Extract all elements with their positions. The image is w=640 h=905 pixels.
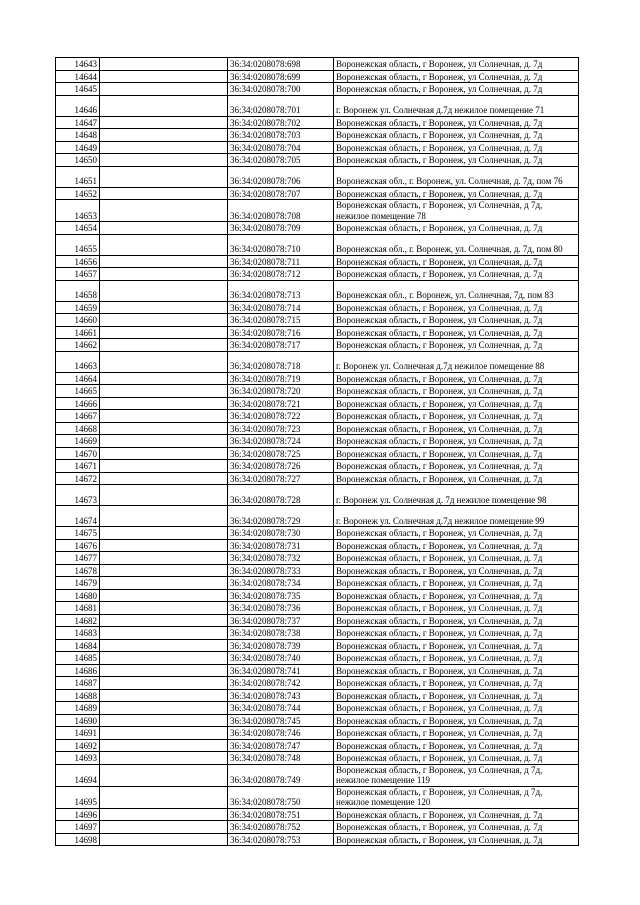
- cadastral-number: 36:34:0208078:746: [228, 727, 334, 740]
- address: Воронежская область, г Воронеж, ул Солнечная, д. 7д: [334, 639, 579, 652]
- address: Воронежская область, г Воронеж, ул Солнечная, д. 7д: [334, 222, 579, 235]
- table-row: [56, 714, 579, 727]
- row-number: 14690: [56, 714, 100, 727]
- table-row: [56, 187, 579, 200]
- row-number: 14662: [56, 339, 100, 352]
- blank-cell: [100, 187, 228, 200]
- row-number: 14657: [56, 268, 100, 281]
- address: Воронежская обл., г. Воронеж, ул. Солнечная, д. 7д, пом 76: [334, 166, 579, 187]
- table-row: [56, 472, 579, 485]
- table-row: [56, 83, 579, 96]
- cadastral-number: 36:34:0208078:723: [228, 422, 334, 435]
- row-number: 14668: [56, 422, 100, 435]
- cadastral-number: 36:34:0208078:751: [228, 808, 334, 821]
- blank-cell: [100, 70, 228, 83]
- table-row: [56, 739, 579, 752]
- address: г. Воронеж ул. Солнечная д. 7д нежилое помещение 98: [334, 485, 579, 506]
- blank-cell: [100, 116, 228, 129]
- blank-cell: [100, 326, 228, 339]
- table-row: [56, 314, 579, 327]
- blank-cell: [100, 808, 228, 821]
- cadastral-number: 36:34:0208078:733: [228, 564, 334, 577]
- blank-cell: [100, 664, 228, 677]
- cadastral-number: 36:34:0208078:701: [228, 95, 334, 116]
- row-number: 14680: [56, 589, 100, 602]
- table-row: [56, 129, 579, 142]
- blank-cell: [100, 95, 228, 116]
- address: Воронежская область, г Воронеж, ул Солнечная, д. 7д: [334, 552, 579, 565]
- cadastral-number: 36:34:0208078:731: [228, 539, 334, 552]
- cadastral-number: 36:34:0208078:752: [228, 821, 334, 834]
- blank-cell: [100, 539, 228, 552]
- row-number: 14678: [56, 564, 100, 577]
- cadastral-number: 36:34:0208078:720: [228, 385, 334, 398]
- table-row: [56, 702, 579, 715]
- row-number: 14683: [56, 627, 100, 640]
- blank-cell: [100, 314, 228, 327]
- address: Воронежская обл., г. Воронеж, ул. Солнечная, 7д, пом 83: [334, 280, 579, 301]
- row-number: 14677: [56, 552, 100, 565]
- table-row: [56, 410, 579, 423]
- table-row: [56, 326, 579, 339]
- cadastral-number: 36:34:0208078:743: [228, 689, 334, 702]
- cadastral-number: 36:34:0208078:724: [228, 435, 334, 448]
- table-row: [56, 154, 579, 167]
- table-row: [56, 166, 579, 187]
- address: Воронежская область, г Воронеж, ул Солнечная, д. 7д: [334, 752, 579, 765]
- cadastral-number: 36:34:0208078:700: [228, 83, 334, 96]
- address: Воронежская область, г Воронеж, ул Солнечная, д. 7д: [334, 589, 579, 602]
- blank-cell: [100, 702, 228, 715]
- table-row: [56, 141, 579, 154]
- cadastral-number: 36:34:0208078:727: [228, 472, 334, 485]
- address: Воронежская область, г Воронеж, ул Солнечная, д. 7д: [334, 627, 579, 640]
- blank-cell: [100, 166, 228, 187]
- table-row: [56, 614, 579, 627]
- table-row: [56, 268, 579, 281]
- cadastral-number: 36:34:0208078:749: [228, 764, 334, 786]
- blank-cell: [100, 627, 228, 640]
- row-number: 14663: [56, 351, 100, 372]
- row-number: 14651: [56, 166, 100, 187]
- row-number: 14660: [56, 314, 100, 327]
- table-row: [56, 70, 579, 83]
- table-row: [56, 222, 579, 235]
- cadastral-number: 36:34:0208078:706: [228, 166, 334, 187]
- row-number: 14652: [56, 187, 100, 200]
- cadastral-number: 36:34:0208078:710: [228, 234, 334, 255]
- address: Воронежская область, г Воронеж, ул Солнечная, д 7д, нежилое помещение 120: [334, 786, 579, 808]
- address: Воронежская область, г Воронеж, ул Солнечная, д. 7д: [334, 326, 579, 339]
- address: Воронежская область, г Воронеж, ул Солнечная, д. 7д: [334, 70, 579, 83]
- row-number: 14665: [56, 385, 100, 398]
- cadastral-number: 36:34:0208078:721: [228, 397, 334, 410]
- table-row: [56, 447, 579, 460]
- address: Воронежская область, г Воронеж, ул Солнечная, д. 7д: [334, 58, 579, 71]
- row-number: 14686: [56, 664, 100, 677]
- table-row: [56, 506, 579, 527]
- table-row: [56, 460, 579, 473]
- cadastral-number: 36:34:0208078:702: [228, 116, 334, 129]
- blank-cell: [100, 752, 228, 765]
- blank-cell: [100, 614, 228, 627]
- address: г. Воронеж ул. Солнечная д.7д нежилое помещение 88: [334, 351, 579, 372]
- table-row: [56, 689, 579, 702]
- address: Воронежская область, г Воронеж, ул Солнечная, д. 7д: [334, 714, 579, 727]
- table-row: [56, 652, 579, 665]
- row-number: 14681: [56, 602, 100, 615]
- row-number: 14696: [56, 808, 100, 821]
- row-number: 14671: [56, 460, 100, 473]
- row-number: 14688: [56, 689, 100, 702]
- table-row: [56, 200, 579, 222]
- table-row: [56, 664, 579, 677]
- cadastral-number: 36:34:0208078:735: [228, 589, 334, 602]
- table-row: [56, 552, 579, 565]
- row-number: 14643: [56, 58, 100, 71]
- row-number: 14695: [56, 786, 100, 808]
- blank-cell: [100, 447, 228, 460]
- address: Воронежская область, г Воронеж, ул Солнечная, д. 7д: [334, 410, 579, 423]
- address: Воронежская область, г Воронеж, ул Солнечная, д. 7д: [334, 141, 579, 154]
- blank-cell: [100, 83, 228, 96]
- cadastral-number: 36:34:0208078:747: [228, 739, 334, 752]
- blank-cell: [100, 397, 228, 410]
- address: Воронежская область, г Воронеж, ул Солнечная, д. 7д: [334, 739, 579, 752]
- cadastral-number: 36:34:0208078:740: [228, 652, 334, 665]
- blank-cell: [100, 154, 228, 167]
- cadastral-number: 36:34:0208078:718: [228, 351, 334, 372]
- cadastral-number: 36:34:0208078:699: [228, 70, 334, 83]
- cadastral-number: 36:34:0208078:698: [228, 58, 334, 71]
- row-number: 14659: [56, 301, 100, 314]
- blank-cell: [100, 141, 228, 154]
- table-row: [56, 280, 579, 301]
- cadastral-number: 36:34:0208078:745: [228, 714, 334, 727]
- blank-cell: [100, 602, 228, 615]
- blank-cell: [100, 764, 228, 786]
- row-number: 14656: [56, 255, 100, 268]
- blank-cell: [100, 351, 228, 372]
- table-row: [56, 627, 579, 640]
- cadastral-number: 36:34:0208078:717: [228, 339, 334, 352]
- row-number: 14675: [56, 527, 100, 540]
- address: Воронежская область, г Воронеж, ул Солнечная, д. 7д: [334, 614, 579, 627]
- blank-cell: [100, 339, 228, 352]
- address: Воронежская область, г Воронеж, ул Солнечная, д. 7д: [334, 83, 579, 96]
- address: Воронежская область, г Воронеж, ул Солнечная, д. 7д: [334, 539, 579, 552]
- cadastral-number: 36:34:0208078:739: [228, 639, 334, 652]
- cadastral-number: 36:34:0208078:709: [228, 222, 334, 235]
- row-number: 14653: [56, 200, 100, 222]
- address: Воронежская область, г Воронеж, ул Солнечная, д. 7д: [334, 372, 579, 385]
- table-row: [56, 639, 579, 652]
- blank-cell: [100, 234, 228, 255]
- cadastral-number: 36:34:0208078:732: [228, 552, 334, 565]
- table-row: [56, 397, 579, 410]
- table-row: [56, 385, 579, 398]
- table-row: [56, 95, 579, 116]
- cadastral-number: 36:34:0208078:711: [228, 255, 334, 268]
- table-row: [56, 234, 579, 255]
- row-number: 14692: [56, 739, 100, 752]
- cadastral-number: 36:34:0208078:705: [228, 154, 334, 167]
- blank-cell: [100, 280, 228, 301]
- row-number: 14694: [56, 764, 100, 786]
- row-number: 14647: [56, 116, 100, 129]
- row-number: 14693: [56, 752, 100, 765]
- row-number: 14669: [56, 435, 100, 448]
- address: Воронежская область, г Воронеж, ул Солнечная, д. 7д: [334, 664, 579, 677]
- cadastral-number: 36:34:0208078:729: [228, 506, 334, 527]
- blank-cell: [100, 652, 228, 665]
- cadastral-number: 36:34:0208078:748: [228, 752, 334, 765]
- address: Воронежская область, г Воронеж, ул Солнечная, д. 7д: [334, 447, 579, 460]
- row-number: 14661: [56, 326, 100, 339]
- cadastral-number: 36:34:0208078:736: [228, 602, 334, 615]
- blank-cell: [100, 472, 228, 485]
- table-row: [56, 339, 579, 352]
- cadastral-number: 36:34:0208078:714: [228, 301, 334, 314]
- table-row: [56, 786, 579, 808]
- blank-cell: [100, 527, 228, 540]
- address: Воронежская область, г Воронеж, ул Солнечная, д. 7д: [334, 577, 579, 590]
- address: Воронежская обл., г. Воронеж, ул. Солнечная, д. 7д, пом 80: [334, 234, 579, 255]
- cadastral-number: 36:34:0208078:750: [228, 786, 334, 808]
- table-row: [56, 602, 579, 615]
- address: Воронежская область, г Воронеж, ул Солнечная, д. 7д: [334, 808, 579, 821]
- row-number: 14672: [56, 472, 100, 485]
- address: Воронежская область, г Воронеж, ул Солнечная, д. 7д: [334, 154, 579, 167]
- blank-cell: [100, 422, 228, 435]
- address: Воронежская область, г Воронеж, ул Солнечная, д 7д, нежилое помещение 119: [334, 764, 579, 786]
- row-number: 14658: [56, 280, 100, 301]
- table-row: [56, 255, 579, 268]
- cadastral-number: 36:34:0208078:726: [228, 460, 334, 473]
- address: Воронежская область, г Воронеж, ул Солнечная, д. 7д: [334, 385, 579, 398]
- address: Воронежская область, г Воронеж, ул Солнечная, д. 7д: [334, 314, 579, 327]
- blank-cell: [100, 435, 228, 448]
- address: Воронежская область, г Воронеж, ул Солнечная, д. 7д: [334, 472, 579, 485]
- blank-cell: [100, 577, 228, 590]
- row-number: 14689: [56, 702, 100, 715]
- table-row: [56, 539, 579, 552]
- address: Воронежская область, г Воронеж, ул Солнечная, д. 7д: [334, 677, 579, 690]
- cadastral-number: 36:34:0208078:742: [228, 677, 334, 690]
- blank-cell: [100, 821, 228, 834]
- row-number: 14673: [56, 485, 100, 506]
- row-number: 14644: [56, 70, 100, 83]
- cadastral-number: 36:34:0208078:744: [228, 702, 334, 715]
- table-row: [56, 564, 579, 577]
- cadastral-number: 36:34:0208078:715: [228, 314, 334, 327]
- cadastral-number: 36:34:0208078:734: [228, 577, 334, 590]
- address: Воронежская область, г Воронеж, ул Солнечная, д. 7д: [334, 301, 579, 314]
- cadastral-number: 36:34:0208078:741: [228, 664, 334, 677]
- cadastral-number: 36:34:0208078:704: [228, 141, 334, 154]
- address: Воронежская область, г Воронеж, ул Солнечная, д. 7д: [334, 187, 579, 200]
- row-number: 14666: [56, 397, 100, 410]
- blank-cell: [100, 714, 228, 727]
- table-row: [56, 821, 579, 834]
- cadastral-number: 36:34:0208078:707: [228, 187, 334, 200]
- cadastral-number: 36:34:0208078:725: [228, 447, 334, 460]
- blank-cell: [100, 385, 228, 398]
- blank-cell: [100, 833, 228, 846]
- table-row: [56, 485, 579, 506]
- table-row: [56, 764, 579, 786]
- cadastral-number: 36:34:0208078:708: [228, 200, 334, 222]
- blank-cell: [100, 58, 228, 71]
- cadastral-number: 36:34:0208078:719: [228, 372, 334, 385]
- row-number: 14674: [56, 506, 100, 527]
- address: Воронежская область, г Воронеж, ул Солнечная, д. 7д: [334, 702, 579, 715]
- address: Воронежская область, г Воронеж, ул Солнечная, д. 7д: [334, 422, 579, 435]
- row-number: 14698: [56, 833, 100, 846]
- table-row: [56, 577, 579, 590]
- address: Воронежская область, г Воронеж, ул Солнечная, д. 7д: [334, 397, 579, 410]
- address: Воронежская область, г Воронеж, ул Солнечная, д. 7д: [334, 833, 579, 846]
- blank-cell: [100, 552, 228, 565]
- row-number: 14687: [56, 677, 100, 690]
- row-number: 14655: [56, 234, 100, 255]
- address: Воронежская область, г Воронеж, ул Солнечная, д. 7д: [334, 602, 579, 615]
- row-number: 14664: [56, 372, 100, 385]
- row-number: 14676: [56, 539, 100, 552]
- cadastral-number: 36:34:0208078:728: [228, 485, 334, 506]
- row-number: 14645: [56, 83, 100, 96]
- table-row: [56, 527, 579, 540]
- cadastral-number: 36:34:0208078:737: [228, 614, 334, 627]
- blank-cell: [100, 485, 228, 506]
- row-number: 14648: [56, 129, 100, 142]
- cadastral-number: 36:34:0208078:712: [228, 268, 334, 281]
- address: Воронежская область, г Воронеж, ул Солнечная, д. 7д: [334, 689, 579, 702]
- address: Воронежская область, г Воронеж, ул Солнечная, д. 7д: [334, 129, 579, 142]
- row-number: 14682: [56, 614, 100, 627]
- table-row: [56, 301, 579, 314]
- blank-cell: [100, 460, 228, 473]
- blank-cell: [100, 129, 228, 142]
- address: Воронежская область, г Воронеж, ул Солнечная, д 7д, нежилое помещение 78: [334, 200, 579, 222]
- address: Воронежская область, г Воронеж, ул Солнечная, д. 7д: [334, 268, 579, 281]
- blank-cell: [100, 589, 228, 602]
- registry-table-body: [56, 58, 579, 846]
- row-number: 14685: [56, 652, 100, 665]
- blank-cell: [100, 222, 228, 235]
- table-row: [56, 808, 579, 821]
- table-row: [56, 727, 579, 740]
- row-number: 14650: [56, 154, 100, 167]
- row-number: 14691: [56, 727, 100, 740]
- address: Воронежская область, г Воронеж, ул Солнечная, д. 7д: [334, 652, 579, 665]
- address: Воронежская область, г Воронеж, ул Солнечная, д. 7д: [334, 460, 579, 473]
- row-number: 14697: [56, 821, 100, 834]
- table-row: [56, 422, 579, 435]
- blank-cell: [100, 410, 228, 423]
- table-row: [56, 58, 579, 71]
- table-row: [56, 589, 579, 602]
- address: Воронежская область, г Воронеж, ул Солнечная, д. 7д: [334, 564, 579, 577]
- cadastral-number: 36:34:0208078:703: [228, 129, 334, 142]
- row-number: 14667: [56, 410, 100, 423]
- cadastral-number: 36:34:0208078:713: [228, 280, 334, 301]
- blank-cell: [100, 301, 228, 314]
- address: Воронежская область, г Воронеж, ул Солнечная, д. 7д: [334, 116, 579, 129]
- address: Воронежская область, г Воронеж, ул Солнечная, д. 7д: [334, 727, 579, 740]
- table-row: [56, 116, 579, 129]
- row-number: 14679: [56, 577, 100, 590]
- table-row: [56, 752, 579, 765]
- table-row: [56, 435, 579, 448]
- blank-cell: [100, 268, 228, 281]
- blank-cell: [100, 200, 228, 222]
- table-row: [56, 351, 579, 372]
- blank-cell: [100, 639, 228, 652]
- address: г. Воронеж ул. Солнечная д.7д нежилое помещение 99: [334, 506, 579, 527]
- blank-cell: [100, 372, 228, 385]
- address: Воронежская область, г Воронеж, ул Солнечная, д. 7д: [334, 527, 579, 540]
- registry-table: [55, 57, 579, 846]
- cadastral-number: 36:34:0208078:730: [228, 527, 334, 540]
- address: Воронежская область, г Воронеж, ул Солнечная, д. 7д: [334, 339, 579, 352]
- blank-cell: [100, 727, 228, 740]
- cadastral-number: 36:34:0208078:753: [228, 833, 334, 846]
- row-number: 14670: [56, 447, 100, 460]
- row-number: 14654: [56, 222, 100, 235]
- address: г. Воронеж ул. Солнечная д.7д нежилое помещение 71: [334, 95, 579, 116]
- blank-cell: [100, 506, 228, 527]
- table-row: [56, 372, 579, 385]
- row-number: 14646: [56, 95, 100, 116]
- cadastral-number: 36:34:0208078:722: [228, 410, 334, 423]
- address: Воронежская область, г Воронеж, ул Солнечная, д. 7д: [334, 255, 579, 268]
- row-number: 14649: [56, 141, 100, 154]
- blank-cell: [100, 677, 228, 690]
- blank-cell: [100, 255, 228, 268]
- blank-cell: [100, 739, 228, 752]
- row-number: 14684: [56, 639, 100, 652]
- blank-cell: [100, 689, 228, 702]
- address: Воронежская область, г Воронеж, ул Солнечная, д. 7д: [334, 435, 579, 448]
- blank-cell: [100, 564, 228, 577]
- cadastral-number: 36:34:0208078:716: [228, 326, 334, 339]
- table-row: [56, 677, 579, 690]
- cadastral-number: 36:34:0208078:738: [228, 627, 334, 640]
- blank-cell: [100, 786, 228, 808]
- address: Воронежская область, г Воронеж, ул Солнечная, д. 7д: [334, 821, 579, 834]
- table-row: [56, 833, 579, 846]
